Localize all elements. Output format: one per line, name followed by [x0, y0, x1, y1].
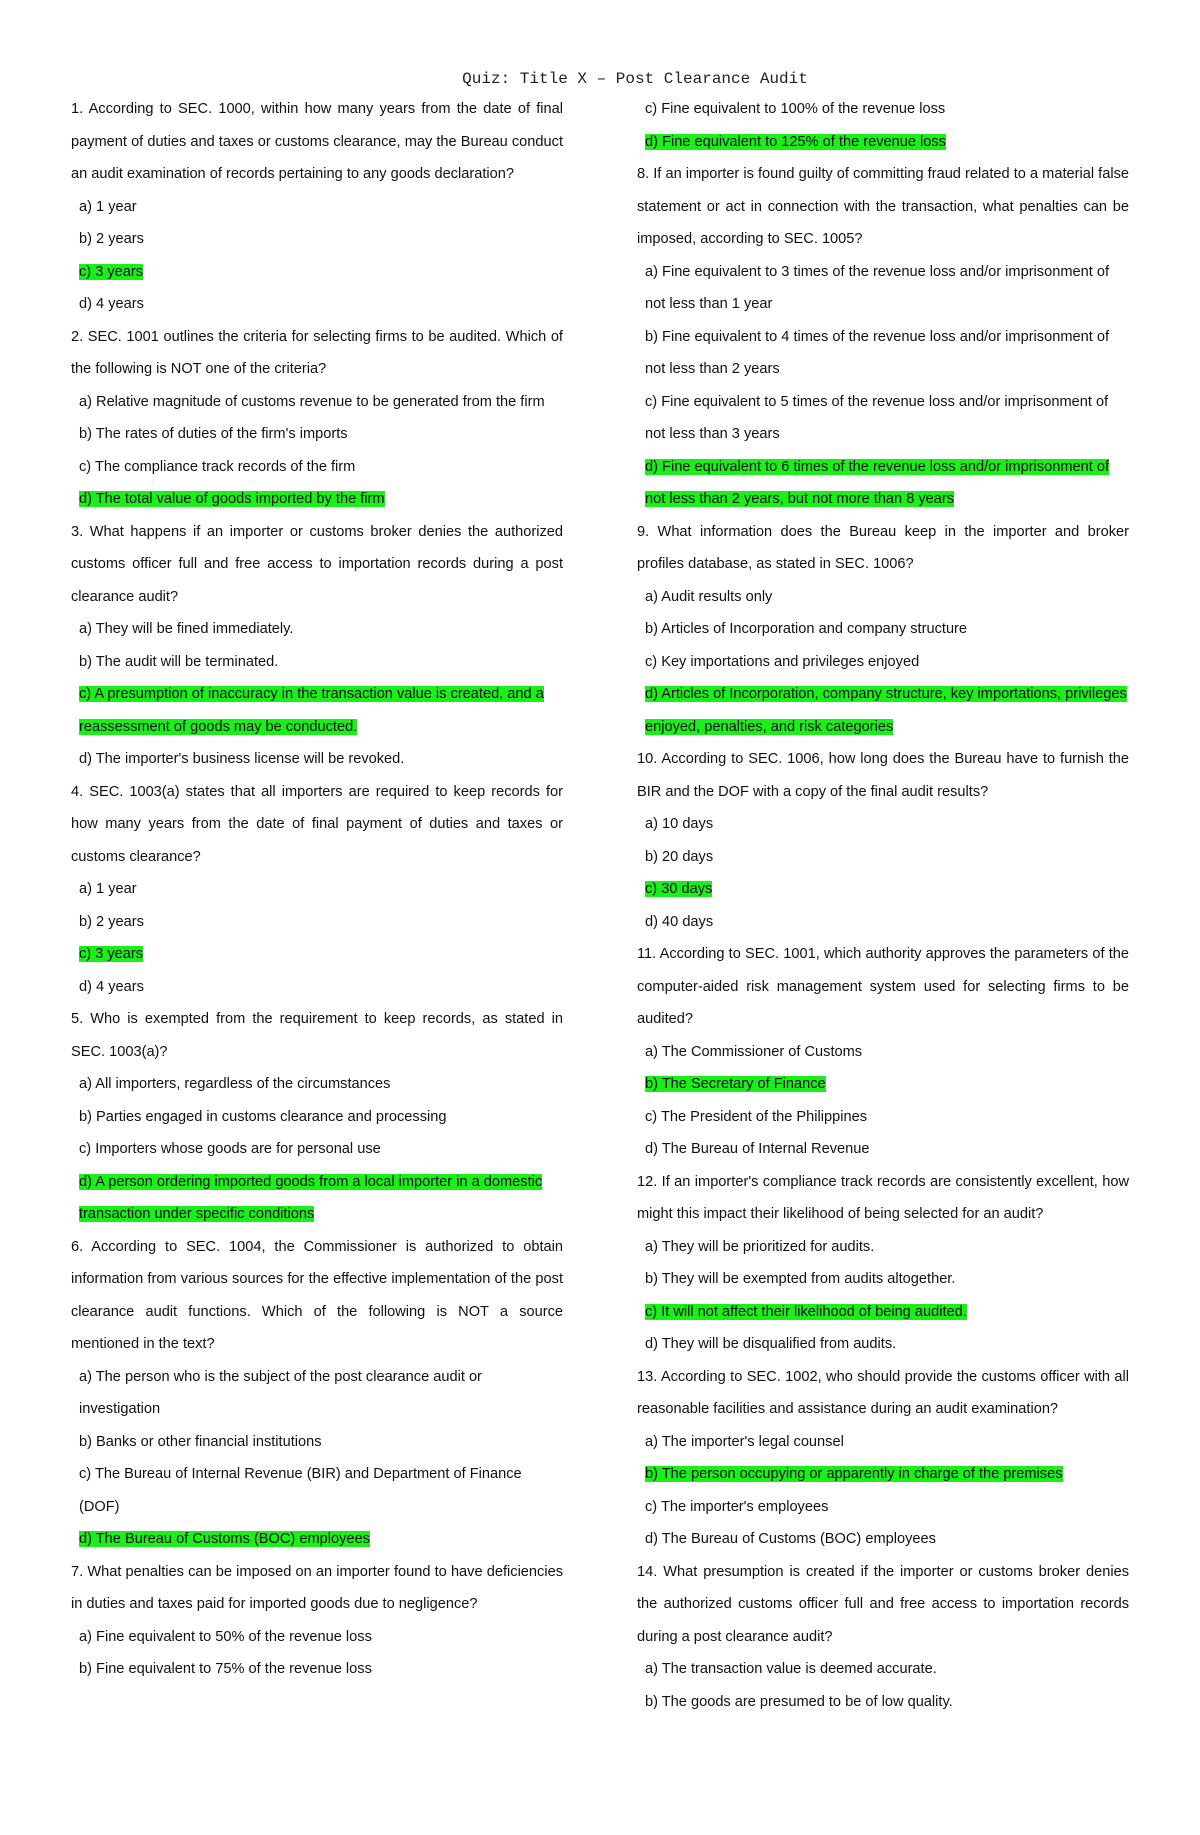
answer-option: d) They will be disqualified from audits.	[645, 1336, 897, 1352]
answer-option: b) The goods are presumed to be of low quality.	[645, 1693, 953, 1710]
question-text: 8. If an importer is found guilty of committing fraud related to a material false statement or act in connection with the transaction, what penalties can be imposed, according to SEC. 1005?	[637, 166, 1129, 247]
answer-option	[71, 1166, 563, 1231]
answer-option: b) Fine equivalent to 4 times of the revenue loss and/or imprisonment of not less than 2 years	[645, 328, 1109, 377]
answer-option	[637, 1296, 1129, 1329]
answer-option: d) 40 days	[645, 913, 714, 930]
correct-answer-highlight: b) The Secretary of Finance	[645, 1076, 826, 1092]
answer-option: a) 1 year	[79, 881, 137, 897]
correct-answer-highlight: d) A person ordering imported goods from a local importer in a domestic transaction under specific conditions	[79, 1173, 543, 1222]
answer-option: c) The compliance track records of the firm	[79, 458, 356, 475]
answer-option: b) They will be exempted from audits altogether.	[645, 1271, 956, 1287]
answer-option: b) Parties engaged in customs clearance and processing	[79, 1108, 447, 1125]
question-text: 2. SEC. 1001 outlines the criteria for selecting firms to be audited. Which of the following is NOT one of the criteria?	[71, 328, 563, 377]
question-text: 14. What presumption is created if the importer or customs broker denies the authorized customs officer full and free access to importation records during a post clearance audit?	[637, 1563, 1129, 1645]
correct-answer-highlight: b) The person occupying or apparently in charge of the premises	[645, 1466, 1063, 1482]
correct-answer-highlight: c) 30 days	[645, 881, 713, 897]
answer-option: d) 4 years	[79, 978, 144, 995]
correct-answer-highlight: c) 3 years	[79, 946, 144, 962]
question-text: 4. SEC. 1003(a) states that all importers are required to keep records for how many years from the date of final payment of duties and taxes or customs clearance?	[71, 783, 563, 865]
answer-option: c) Importers whose goods are for personal use	[79, 1141, 381, 1157]
answer-option	[71, 256, 563, 289]
answer-option: a) Audit results only	[645, 588, 773, 605]
answer-option: b) Articles of Incorporation and company structure	[645, 621, 968, 637]
answer-option: a) 10 days	[645, 816, 714, 832]
answer-option: d) The importer's business license will be revoked.	[79, 751, 405, 767]
right-column	[637, 93, 1129, 1718]
answer-option: a) They will be prioritized for audits.	[645, 1238, 875, 1255]
answer-option: a) 1 year	[79, 198, 137, 215]
answer-option: a) The transaction value is deemed accurate.	[645, 1661, 937, 1677]
answer-option: b) 2 years	[79, 913, 144, 930]
question-text: 9. What information does the Bureau keep in the importer and broker profiles database, as stated in SEC. 1006?	[637, 523, 1129, 572]
correct-answer-highlight: c) A presumption of inaccuracy in the transaction value is created, and a reassessment of goods may be conducted.	[79, 686, 544, 735]
correct-answer-highlight: d) Articles of Incorporation, company structure, key importations, privileges enjoyed, penalties, and risk categories	[645, 686, 1127, 735]
answer-option	[637, 1068, 1129, 1101]
question-text: 5. Who is exempted from the requirement to keep records, as stated in SEC. 1003(a)?	[71, 1011, 563, 1060]
answer-option: d) 4 years	[79, 296, 144, 312]
correct-answer-highlight: d) Fine equivalent to 125% of the revenue loss	[645, 133, 946, 150]
correct-answer-highlight: d) Fine equivalent to 6 times of the revenue loss and/or imprisonment of not less than 2 years, but not more than 8 years	[645, 458, 1109, 507]
answer-option	[71, 678, 563, 743]
answer-option: a) They will be fined immediately.	[79, 621, 294, 637]
correct-answer-highlight: d) The total value of goods imported by the firm	[79, 491, 385, 507]
answer-option	[71, 1523, 563, 1556]
answer-option: a) The person who is the subject of the post clearance audit or investigation	[79, 1368, 482, 1417]
correct-answer-highlight: c) 3 years	[79, 263, 144, 280]
answer-option: c) Key importations and privileges enjoyed	[645, 653, 920, 670]
answer-option: a) Fine equivalent to 50% of the revenue loss	[79, 1628, 372, 1645]
answer-option: a) All importers, regardless of the circumstances	[79, 1076, 391, 1092]
question-text: 13. According to SEC. 1002, who should provide the customs officer with all reasonable facilities and assistance during an audit examination?	[637, 1368, 1129, 1417]
answer-option: c) Fine equivalent to 5 times of the revenue loss and/or imprisonment of not less than 3 years	[645, 393, 1109, 442]
correct-answer-highlight: c) It will not affect their likelihood of being audited.	[645, 1303, 967, 1320]
question-text: 11. According to SEC. 1001, which authority approves the parameters of the computer-aided risk management system used for selecting firms to be audited?	[637, 946, 1129, 1027]
answer-option	[637, 126, 1129, 159]
question-text: 6. According to SEC. 1004, the Commissioner is authorized to obtain information from various sources for the effective implementation of the post clearance audit functions. Which of the following is NOT a source mentioned in the text?	[71, 1238, 563, 1352]
answer-option: d) The Bureau of Internal Revenue	[645, 1141, 870, 1157]
answer-option	[637, 1458, 1129, 1491]
answer-option: b) 20 days	[645, 848, 714, 865]
answer-option	[637, 451, 1129, 516]
answer-option: b) 2 years	[79, 231, 144, 247]
answer-option	[71, 938, 563, 971]
answer-option	[637, 873, 1129, 906]
answer-option: a) The importer's legal counsel	[645, 1433, 844, 1450]
question-text: 3. What happens if an importer or customs broker denies the authorized customs officer full and free access to importation records during a post clearance audit?	[71, 523, 563, 605]
correct-answer-highlight: d) The Bureau of Customs (BOC) employees	[79, 1531, 370, 1547]
answer-option	[637, 678, 1129, 743]
answer-option	[71, 483, 563, 516]
answer-option: c) The Bureau of Internal Revenue (BIR) and Department of Finance (DOF)	[79, 1466, 522, 1515]
answer-option: a) The Commissioner of Customs	[645, 1043, 863, 1060]
answer-option: a) Fine equivalent to 3 times of the revenue loss and/or imprisonment of not less than 1 year	[645, 263, 1109, 312]
question-text: 10. According to SEC. 1006, how long does the Bureau have to furnish the BIR and the DOF with a copy of the final audit results?	[637, 751, 1129, 800]
left-column	[71, 93, 563, 1686]
question-text: 12. If an importer's compliance track records are consistently excellent, how might this impact their likelihood of being selected for an audit?	[637, 1173, 1129, 1222]
answer-option: b) Fine equivalent to 75% of the revenue loss	[79, 1661, 372, 1677]
answer-option: c) Fine equivalent to 100% of the revenue loss	[645, 101, 946, 117]
question-text: 1. According to SEC. 1000, within how many years from the date of final payment of duties and taxes or customs clearance, may the Bureau conduct an audit examination of records pertaining to any goods declaration?	[71, 101, 563, 182]
answer-option: a) Relative magnitude of customs revenue to be generated from the firm	[79, 393, 545, 410]
page-title: Quiz: Title X – Post Clearance Audit	[462, 70, 808, 88]
answer-option: c) The importer's employees	[645, 1498, 829, 1515]
question-text: 7. What penalties can be imposed on an importer found to have deficiencies in duties and taxes paid for imported goods due to negligence?	[71, 1563, 563, 1612]
answer-option: b) The rates of duties of the firm's imports	[79, 426, 348, 442]
answer-option: b) The audit will be terminated.	[79, 653, 279, 670]
answer-option: c) The President of the Philippines	[645, 1108, 868, 1125]
answer-option: b) Banks or other financial institutions	[79, 1433, 322, 1450]
answer-option: d) The Bureau of Customs (BOC) employees	[645, 1531, 936, 1547]
